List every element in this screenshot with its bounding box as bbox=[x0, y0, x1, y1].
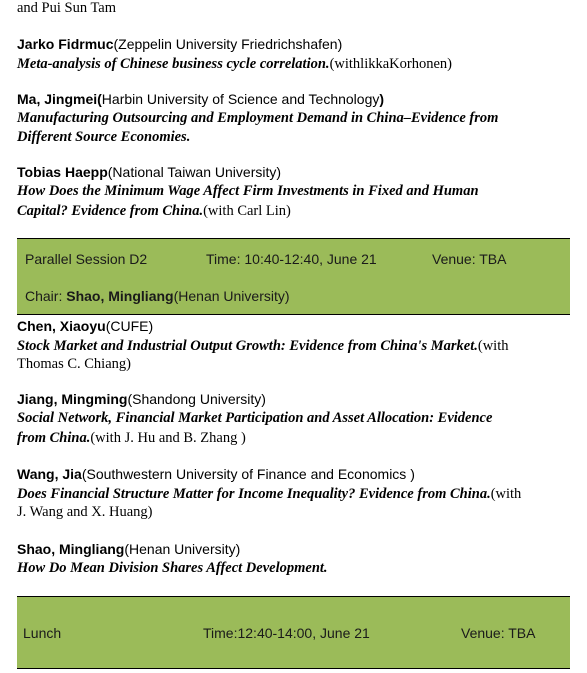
author-affiliation: (Henan University) bbox=[124, 541, 241, 557]
session-chair-band bbox=[17, 279, 570, 315]
paper-wang-title-line bbox=[17, 485, 521, 503]
paper-title: Capital? Evidence from China. bbox=[17, 203, 204, 219]
author-affiliation: Harbin University of Science and Technology bbox=[101, 91, 380, 107]
paper-title-line-2-row bbox=[17, 429, 246, 447]
author-name: Tobias Haepp bbox=[17, 164, 108, 180]
author-name: Jarko Fidrmuc bbox=[17, 36, 114, 52]
chair-name: Shao, Mingliang bbox=[66, 288, 174, 304]
author-name: Wang, Jia bbox=[17, 466, 82, 482]
paper-fidrmuc-author-line bbox=[17, 36, 342, 52]
paper-title-line-1: How Does the Minimum Wage Affect Firm Investments in Fixed and Human bbox=[17, 183, 479, 199]
paper-title: How Do Mean Division Shares Affect Development. bbox=[17, 560, 328, 576]
paper-jiang-author-line bbox=[17, 391, 266, 407]
author-name: Jiang, Mingming bbox=[17, 391, 128, 407]
affiliation-close: ) bbox=[379, 91, 385, 107]
coauthors: (with bbox=[490, 486, 522, 502]
paper-title-line-1: Social Network, Financial Market Participation and Asset Allocation: Evidence bbox=[17, 410, 493, 426]
author-name: Chen, Xiaoyu bbox=[17, 318, 106, 334]
paper-title-line-2: Different Source Economies. bbox=[17, 129, 191, 145]
paper-chen-author-line bbox=[17, 318, 153, 334]
author-affiliation: (Southwestern University of Finance and Economics ) bbox=[81, 466, 415, 482]
paper-ma-author-line bbox=[17, 91, 384, 107]
session-header-band bbox=[17, 238, 570, 280]
session-time: Time: 10:40-12:40, June 21 bbox=[206, 251, 377, 267]
lunch-band bbox=[17, 596, 570, 669]
author-affiliation: (Zeppelin University Friedrichshafen) bbox=[113, 36, 343, 52]
coauthors: (with J. Hu and B. Zhang ) bbox=[90, 430, 246, 446]
author-affiliation: (CUFE) bbox=[105, 318, 154, 334]
coauthors: (with Carl Lin) bbox=[203, 203, 291, 219]
paper-chen-coauthors-cont: Thomas C. Chiang) bbox=[17, 356, 131, 372]
coauthors: (with bbox=[477, 338, 509, 354]
lunch-label: Lunch bbox=[23, 625, 62, 641]
coauthor-continuation: and Pui Sun Tam bbox=[17, 0, 117, 16]
author-affiliation: (National Taiwan University) bbox=[107, 164, 282, 180]
chair-label: Chair: bbox=[25, 288, 63, 304]
session-venue: Venue: TBA bbox=[432, 251, 507, 267]
author-name: Shao, Mingliang bbox=[17, 541, 125, 557]
lunch-time: Time:12:40-14:00, June 21 bbox=[203, 625, 370, 641]
paper-title: from China. bbox=[17, 430, 91, 446]
author-name: Ma, Jingmei( bbox=[17, 91, 102, 107]
paper-wang-coauthors-cont: J. Wang and X. Huang) bbox=[17, 504, 153, 520]
paper-title-line-2-row bbox=[17, 202, 291, 220]
coauthors: (withlikkaKorhonen) bbox=[329, 56, 452, 72]
chair-affiliation: (Henan University) bbox=[173, 288, 290, 304]
paper-title: Does Financial Structure Matter for Income Inequality? Evidence from China. bbox=[17, 486, 491, 502]
lunch-venue: Venue: TBA bbox=[461, 625, 536, 641]
paper-fidrmuc-title-line bbox=[17, 55, 452, 73]
paper-haepp-author-line bbox=[17, 164, 281, 180]
paper-title: Meta-analysis of Chinese business cycle correlation. bbox=[17, 56, 330, 72]
paper-wang-author-line bbox=[17, 466, 415, 482]
paper-title: Stock Market and Industrial Output Growth: Evidence from China's Market. bbox=[17, 338, 478, 354]
session-chair bbox=[25, 288, 290, 304]
author-affiliation: (Shandong University) bbox=[127, 391, 266, 407]
paper-chen-title-line bbox=[17, 337, 508, 355]
paper-title-line-1: Manufacturing Outsourcing and Employment Demand in China–Evidence from bbox=[17, 110, 499, 126]
paper-shao-author-line bbox=[17, 541, 240, 557]
session-name: Parallel Session D2 bbox=[25, 251, 148, 267]
